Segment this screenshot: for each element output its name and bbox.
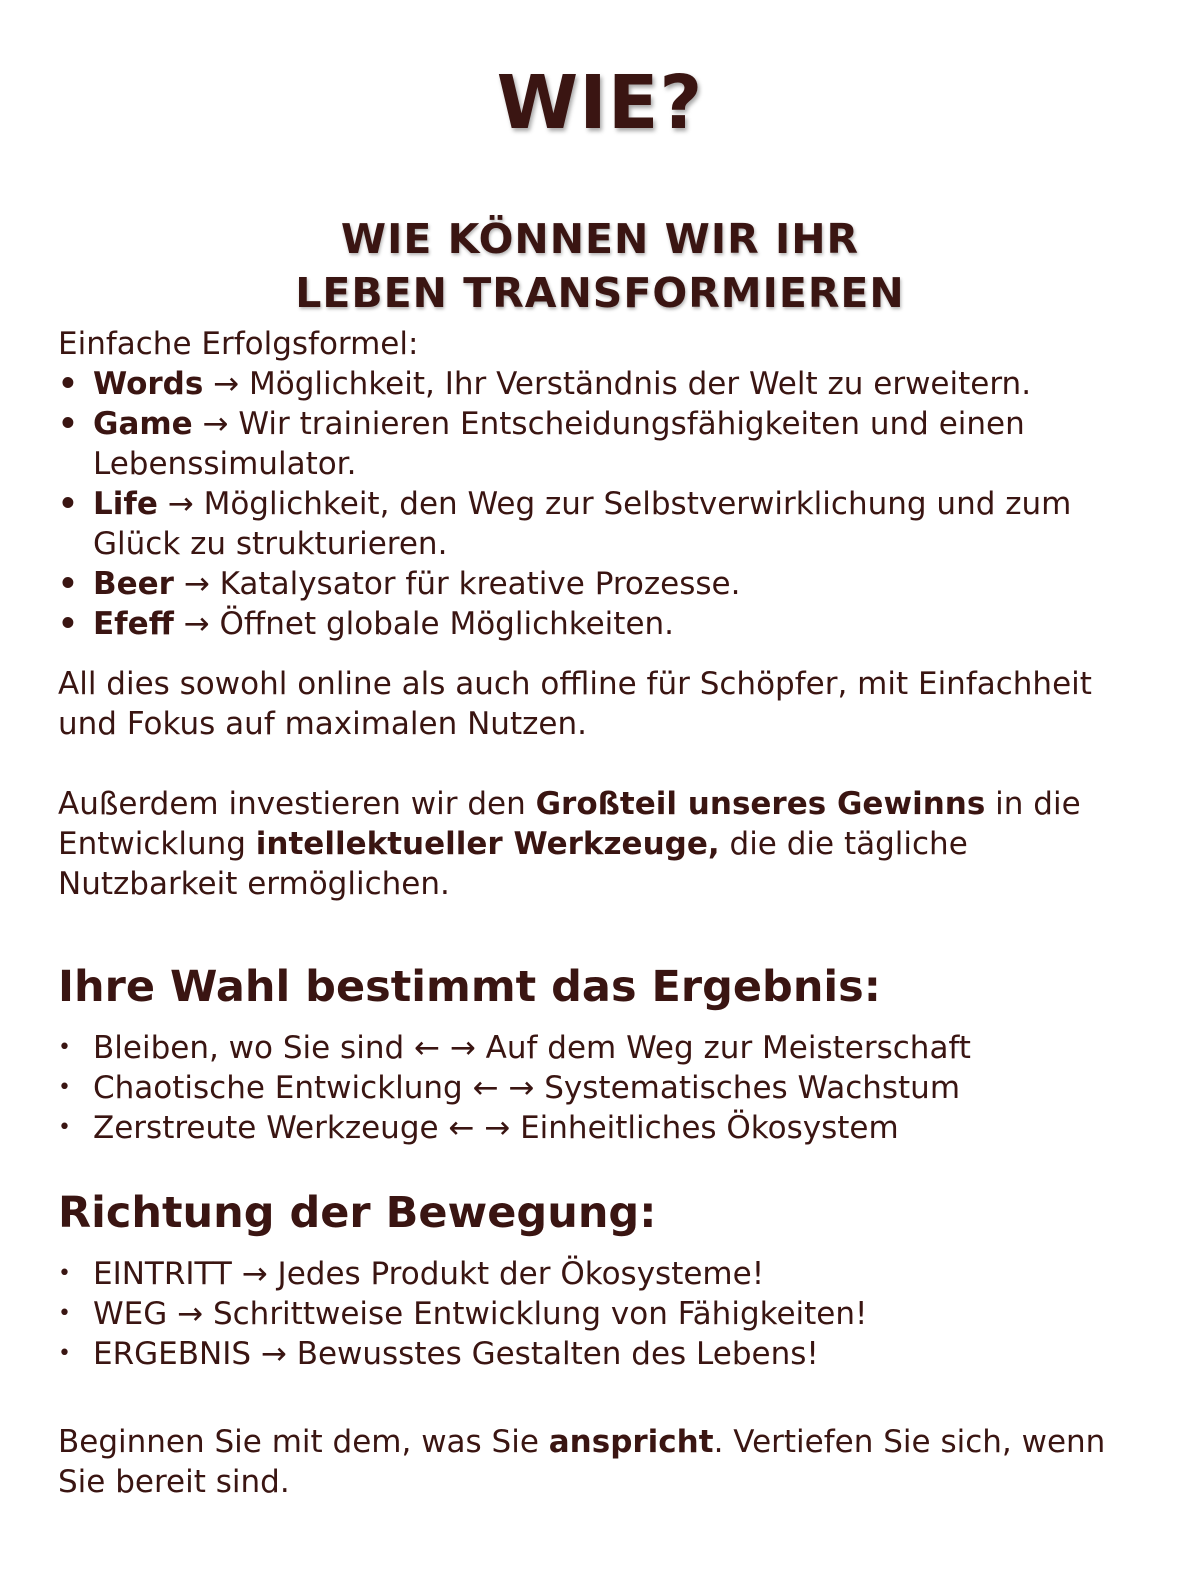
choice-heading: Ihre Wahl bestimmt das Ergebnis: [58,962,881,1012]
invest-emphasis: intellektueller Werkzeuge, [255,826,720,862]
online-paragraph: All dies sowohl online als auch offline für Schöpfer, mit Einfachheit und Fokus auf maximalen Nutzen. [58,666,1092,742]
page-subtitle [0,212,1200,320]
choice-text: Chaotische Entwicklung ← → Systematisches Wachstum [93,1070,961,1106]
invest-text: Außerdem investieren wir den [58,786,536,822]
bullet-dot: • [58,1261,71,1286]
list-item [58,1068,1148,1108]
list-item [58,1254,1148,1294]
formula-text: → Öffnet globale Möglichkeiten. [173,606,675,642]
closing-text: Beginnen Sie mit dem, was Sie [58,1424,549,1460]
bullet-dot: • [58,366,78,402]
closing-paragraph [58,1422,1148,1502]
invest-paragraph [58,784,1148,904]
subtitle-line-1: WIE KÖNNEN WIR IHR [340,215,860,263]
formula-term: Game [93,406,193,442]
list-item [58,604,1148,644]
list-item [58,404,1148,484]
invest-text: in die Entwicklung [58,786,1081,862]
list-item [58,1334,1148,1374]
formula-term: Efeff [93,606,174,642]
direction-list [58,1254,1148,1374]
list-item [58,484,1148,564]
choice-text: Bleiben, wo Sie sind ← → Auf dem Weg zur Meisterschaft [93,1030,971,1066]
bullet-dot: • [58,406,78,442]
direction-heading: Richtung der Bewegung: [58,1188,657,1238]
list-item [58,564,1148,604]
choice-text: Zerstreute Werkzeuge ← → Einheitliches Ökosystem [93,1110,899,1146]
subtitle-line-2: LEBEN TRANSFORMIEREN [295,269,905,317]
formula-text: → Katalysator für kreative Prozesse. [173,566,741,602]
bullet-dot: • [58,566,78,602]
direction-text: EINTRITT → Jedes Produkt der Ökosysteme! [93,1256,765,1292]
formula-term: Life [93,486,158,522]
list-item [58,1294,1148,1334]
formula-text: → Möglichkeit, Ihr Verständnis der Welt zu erweitern. [203,366,1032,402]
direction-text: ERGEBNIS → Bewusstes Gestalten des Lebens! [93,1336,819,1372]
invest-emphasis: Großteil unseres Gewinns [535,786,986,822]
formula-intro: Einfache Erfolgsformel: [58,326,419,362]
choice-list [58,1028,1148,1148]
invest-text: die die tägliche Nutzbarkeit ermöglichen. [58,826,968,902]
bullet-dot: • [58,1075,71,1100]
closing-emphasis: anspricht [548,1424,714,1460]
list-item [58,1108,1148,1148]
page-title: WIE? [496,60,704,146]
list-item [58,364,1148,404]
formula-term: Words [93,366,204,402]
formula-term: Beer [93,566,174,602]
bullet-dot: • [58,606,78,642]
direction-text: WEG → Schrittweise Entwicklung von Fähigkeiten! [93,1296,868,1332]
bullet-dot: • [58,1035,71,1060]
formula-text: → Möglichkeit, den Weg zur Selbstverwirklichung und zum Glück zu strukturieren. [93,486,1072,562]
closing-text: . Vertiefen Sie sich, wenn Sie bereit sind. [58,1424,1106,1500]
formula-text: → Wir trainieren Entscheidungsfähigkeiten und einen Lebenssimulator. [93,406,1025,482]
list-item [58,1028,1148,1068]
bullet-dot: • [58,1115,71,1140]
bullet-dot: • [58,486,78,522]
formula-list [58,364,1148,644]
bullet-dot: • [58,1301,71,1326]
bullet-dot: • [58,1341,71,1366]
